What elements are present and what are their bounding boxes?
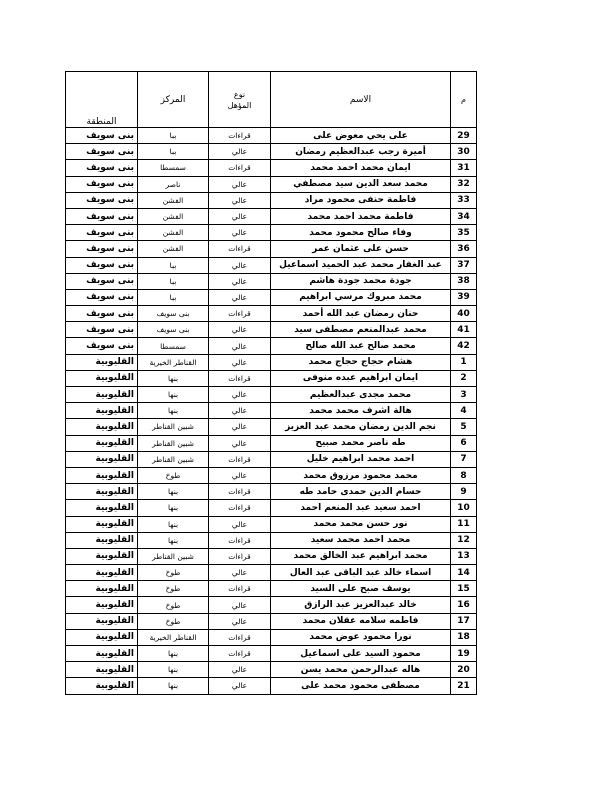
row-qualification: عالي — [209, 176, 271, 192]
row-center: بنها — [138, 532, 209, 548]
row-region: القليوبية — [66, 516, 138, 532]
row-qualification: عالي — [209, 467, 271, 483]
row-number: 36 — [451, 241, 477, 257]
row-center: ببا — [138, 257, 209, 273]
row-number: 32 — [451, 176, 477, 192]
table-row — [66, 500, 477, 516]
table-row — [66, 548, 477, 564]
row-name: هشام حجاج حجاج محمد — [271, 354, 451, 370]
row-name: محمد احمد محمد سعيد — [271, 532, 451, 548]
row-name: خالد عبدالعزيز عبد الرازق — [271, 597, 451, 613]
row-qualification: عالي — [209, 403, 271, 419]
table-header — [66, 72, 477, 128]
row-number: 41 — [451, 322, 477, 338]
row-name: فاطمة محمد احمد محمد — [271, 208, 451, 224]
row-number: 2 — [451, 370, 477, 386]
row-qualification: قراءات — [209, 646, 271, 662]
row-center: طوخ — [138, 613, 209, 629]
row-region: القليوبية — [66, 467, 138, 483]
row-name: اسماء خالد عبد الباقى عبد العال — [271, 565, 451, 581]
row-number: 15 — [451, 581, 477, 597]
row-region: القليوبية — [66, 662, 138, 678]
row-name: وفاء صالح محمود محمد — [271, 225, 451, 241]
row-center: بنها — [138, 387, 209, 403]
row-region: القليوبية — [66, 678, 138, 694]
row-name: هاله عبدالرحمن محمد يسن — [271, 662, 451, 678]
row-region: بنى سويف — [66, 273, 138, 289]
row-number: 21 — [451, 678, 477, 694]
row-center: طوخ — [138, 565, 209, 581]
row-region: القليوبية — [66, 565, 138, 581]
row-name: طه ناصر محمد صبيح — [271, 435, 451, 451]
row-center: بنها — [138, 370, 209, 386]
header-center: المركز — [138, 72, 209, 128]
row-number: 14 — [451, 565, 477, 581]
row-number: 31 — [451, 160, 477, 176]
row-region: القليوبية — [66, 629, 138, 645]
row-number: 30 — [451, 144, 477, 160]
row-number: 1 — [451, 354, 477, 370]
row-center: الفشن — [138, 192, 209, 208]
row-qualification: عالي — [209, 435, 271, 451]
row-center: بنها — [138, 484, 209, 500]
row-name: محمد سعد الدين سيد مصطفي — [271, 176, 451, 192]
table-row — [66, 419, 477, 435]
row-name: هالة اشرف محمد محمد — [271, 403, 451, 419]
row-center: شبين القناطر — [138, 419, 209, 435]
row-name: نور حسن محمد محمد — [271, 516, 451, 532]
row-region: القليوبية — [66, 403, 138, 419]
row-qualification: عالي — [209, 208, 271, 224]
row-center: طوخ — [138, 597, 209, 613]
row-qualification: قراءات — [209, 370, 271, 386]
row-center: بنى سويف — [138, 306, 209, 322]
row-qualification: قراءات — [209, 500, 271, 516]
row-name: محمد مجدى عبدالعظيم — [271, 387, 451, 403]
row-center: شبين القناطر — [138, 451, 209, 467]
row-region: القليوبية — [66, 435, 138, 451]
row-name: حسام الدين حمدى حامد طه — [271, 484, 451, 500]
row-region: القليوبية — [66, 646, 138, 662]
row-center: القناطر الخيرية — [138, 354, 209, 370]
table-body — [66, 128, 477, 695]
table-row — [66, 225, 477, 241]
header-qualification — [209, 72, 271, 128]
row-qualification: عالي — [209, 192, 271, 208]
row-region: بنى سويف — [66, 128, 138, 144]
table-row — [66, 662, 477, 678]
table-row — [66, 354, 477, 370]
table-row — [66, 273, 477, 289]
row-number: 6 — [451, 435, 477, 451]
row-name: ايمان محمد احمد محمد — [271, 160, 451, 176]
row-center: القناطر الخيرية — [138, 629, 209, 645]
row-number: 38 — [451, 273, 477, 289]
row-number: 7 — [451, 451, 477, 467]
row-region: القليوبية — [66, 370, 138, 386]
row-qualification: عالي — [209, 338, 271, 354]
header-name: الاسم — [271, 72, 451, 128]
row-qualification: عالي — [209, 678, 271, 694]
row-name: فاطمه سلامه عقلان محمد — [271, 613, 451, 629]
header-region: المنطقة — [66, 72, 138, 128]
row-center: الفشن — [138, 241, 209, 257]
row-region: بنى سويف — [66, 176, 138, 192]
row-name: محمد محمود مرزوق محمد — [271, 467, 451, 483]
row-number: 40 — [451, 306, 477, 322]
table-row — [66, 451, 477, 467]
row-center: سمسطا — [138, 338, 209, 354]
roster-table — [65, 71, 477, 695]
row-qualification: قراءات — [209, 581, 271, 597]
table-row — [66, 678, 477, 694]
row-region: القليوبية — [66, 500, 138, 516]
row-number: 12 — [451, 532, 477, 548]
row-name: محمود السيد على اسماعيل — [271, 646, 451, 662]
row-number: 39 — [451, 289, 477, 305]
row-number: 33 — [451, 192, 477, 208]
header-number: م — [451, 72, 477, 128]
row-region: القليوبية — [66, 597, 138, 613]
header-qualification-line1: نوع — [233, 89, 246, 99]
row-qualification: عالي — [209, 322, 271, 338]
row-region: القليوبية — [66, 354, 138, 370]
row-number: 35 — [451, 225, 477, 241]
row-center: طوخ — [138, 467, 209, 483]
table-row — [66, 516, 477, 532]
row-number: 4 — [451, 403, 477, 419]
table-row — [66, 484, 477, 500]
row-center: شبين القناطر — [138, 548, 209, 564]
row-name: احمد سعيد عبد المنعم احمد — [271, 500, 451, 516]
table-row — [66, 128, 477, 144]
table-row — [66, 338, 477, 354]
row-name: حنان رمضان عبد الله أحمد — [271, 306, 451, 322]
row-number: 16 — [451, 597, 477, 613]
row-region: بنى سويف — [66, 144, 138, 160]
row-number: 42 — [451, 338, 477, 354]
table-row — [66, 322, 477, 338]
table-row — [66, 613, 477, 629]
table-row — [66, 208, 477, 224]
row-name: حسن على عثمان عمر — [271, 241, 451, 257]
row-region: بنى سويف — [66, 338, 138, 354]
row-name: احمد محمد ابراهيم خليل — [271, 451, 451, 467]
row-region: القليوبية — [66, 451, 138, 467]
row-center: الفشن — [138, 225, 209, 241]
row-name: نجم الدين رمضان محمد عبد العزيز — [271, 419, 451, 435]
row-name: محمد صالح عبد الله صالح — [271, 338, 451, 354]
row-center: طوخ — [138, 581, 209, 597]
row-number: 34 — [451, 208, 477, 224]
row-qualification: قراءات — [209, 306, 271, 322]
row-region: القليوبية — [66, 613, 138, 629]
row-number: 5 — [451, 419, 477, 435]
row-center: بنها — [138, 403, 209, 419]
row-name: محمد ابراهيم عبد الخالق محمد — [271, 548, 451, 564]
table-row — [66, 370, 477, 386]
row-qualification: عالي — [209, 662, 271, 678]
row-number: 3 — [451, 387, 477, 403]
row-region: بنى سويف — [66, 208, 138, 224]
row-number: 13 — [451, 548, 477, 564]
table-row — [66, 581, 477, 597]
row-number: 18 — [451, 629, 477, 645]
row-number: 19 — [451, 646, 477, 662]
row-center: ببا — [138, 128, 209, 144]
row-qualification: عالي — [209, 273, 271, 289]
row-number: 37 — [451, 257, 477, 273]
row-region: بنى سويف — [66, 289, 138, 305]
row-center: بنها — [138, 516, 209, 532]
row-center: بنى سويف — [138, 322, 209, 338]
row-qualification: قراءات — [209, 128, 271, 144]
row-center: سمسطا — [138, 160, 209, 176]
row-center: بنها — [138, 500, 209, 516]
table-row — [66, 387, 477, 403]
row-number: 17 — [451, 613, 477, 629]
row-center: بنها — [138, 646, 209, 662]
table-row — [66, 597, 477, 613]
row-name: أميرة رجب عبدالعظيم رمضان — [271, 144, 451, 160]
row-number: 8 — [451, 467, 477, 483]
row-region: القليوبية — [66, 548, 138, 564]
row-name: فاطمة حنفى محمود مراد — [271, 192, 451, 208]
row-qualification: قراءات — [209, 241, 271, 257]
row-qualification: عالي — [209, 257, 271, 273]
row-qualification: عالي — [209, 289, 271, 305]
row-region: بنى سويف — [66, 306, 138, 322]
row-number: 9 — [451, 484, 477, 500]
row-region: بنى سويف — [66, 225, 138, 241]
table-row — [66, 403, 477, 419]
row-center: بنها — [138, 662, 209, 678]
row-region: القليوبية — [66, 532, 138, 548]
row-name: نورا محمود عوض محمد — [271, 629, 451, 645]
row-center: الفشن — [138, 208, 209, 224]
table-row — [66, 532, 477, 548]
row-number: 11 — [451, 516, 477, 532]
row-region: بنى سويف — [66, 160, 138, 176]
row-number: 29 — [451, 128, 477, 144]
row-qualification: عالي — [209, 354, 271, 370]
row-center: ناصر — [138, 176, 209, 192]
row-region: القليوبية — [66, 387, 138, 403]
row-qualification: عالي — [209, 419, 271, 435]
row-qualification: قراءات — [209, 160, 271, 176]
table-row — [66, 565, 477, 581]
table-row — [66, 467, 477, 483]
table-row — [66, 192, 477, 208]
row-qualification: عالي — [209, 597, 271, 613]
table-row — [66, 306, 477, 322]
row-qualification: عالي — [209, 565, 271, 581]
row-qualification: قراءات — [209, 548, 271, 564]
row-center: بنها — [138, 678, 209, 694]
row-name: على يحي معوض على — [271, 128, 451, 144]
row-qualification: عالي — [209, 613, 271, 629]
row-name: محمد عبدالمنعم مصطفى سيد — [271, 322, 451, 338]
row-region: بنى سويف — [66, 257, 138, 273]
row-name: يوسف صبح على السيد — [271, 581, 451, 597]
row-name: عبد الغفار محمد عبد الحميد اسماعيل — [271, 257, 451, 273]
row-qualification: عالي — [209, 144, 271, 160]
row-region: القليوبية — [66, 581, 138, 597]
row-region: بنى سويف — [66, 192, 138, 208]
row-name: مصطفى محمود محمد على — [271, 678, 451, 694]
header-row — [66, 72, 477, 128]
row-qualification: عالي — [209, 516, 271, 532]
row-region: القليوبية — [66, 484, 138, 500]
row-center: ببا — [138, 289, 209, 305]
row-qualification: قراءات — [209, 484, 271, 500]
table-row — [66, 176, 477, 192]
row-region: القليوبية — [66, 419, 138, 435]
row-qualification: قراءات — [209, 629, 271, 645]
row-region: بنى سويف — [66, 241, 138, 257]
row-qualification: عالي — [209, 225, 271, 241]
table-row — [66, 289, 477, 305]
row-name: ايمان ابراهيم عبده منوفى — [271, 370, 451, 386]
row-center: ببا — [138, 144, 209, 160]
row-region: بنى سويف — [66, 322, 138, 338]
row-number: 20 — [451, 662, 477, 678]
table-row — [66, 241, 477, 257]
row-qualification: قراءات — [209, 532, 271, 548]
header-qualification-line2: المؤهل — [227, 100, 252, 110]
table-row — [66, 646, 477, 662]
row-qualification: عالي — [209, 387, 271, 403]
table-row — [66, 629, 477, 645]
table-row — [66, 160, 477, 176]
row-name: جودة محمد جودة هاشم — [271, 273, 451, 289]
row-name: محمد مبروك مرسي ابراهيم — [271, 289, 451, 305]
table-row — [66, 144, 477, 160]
row-center: شبين القناطر — [138, 435, 209, 451]
row-number: 10 — [451, 500, 477, 516]
row-qualification: قراءات — [209, 451, 271, 467]
table-row — [66, 257, 477, 273]
table-row — [66, 435, 477, 451]
row-center: ببا — [138, 273, 209, 289]
